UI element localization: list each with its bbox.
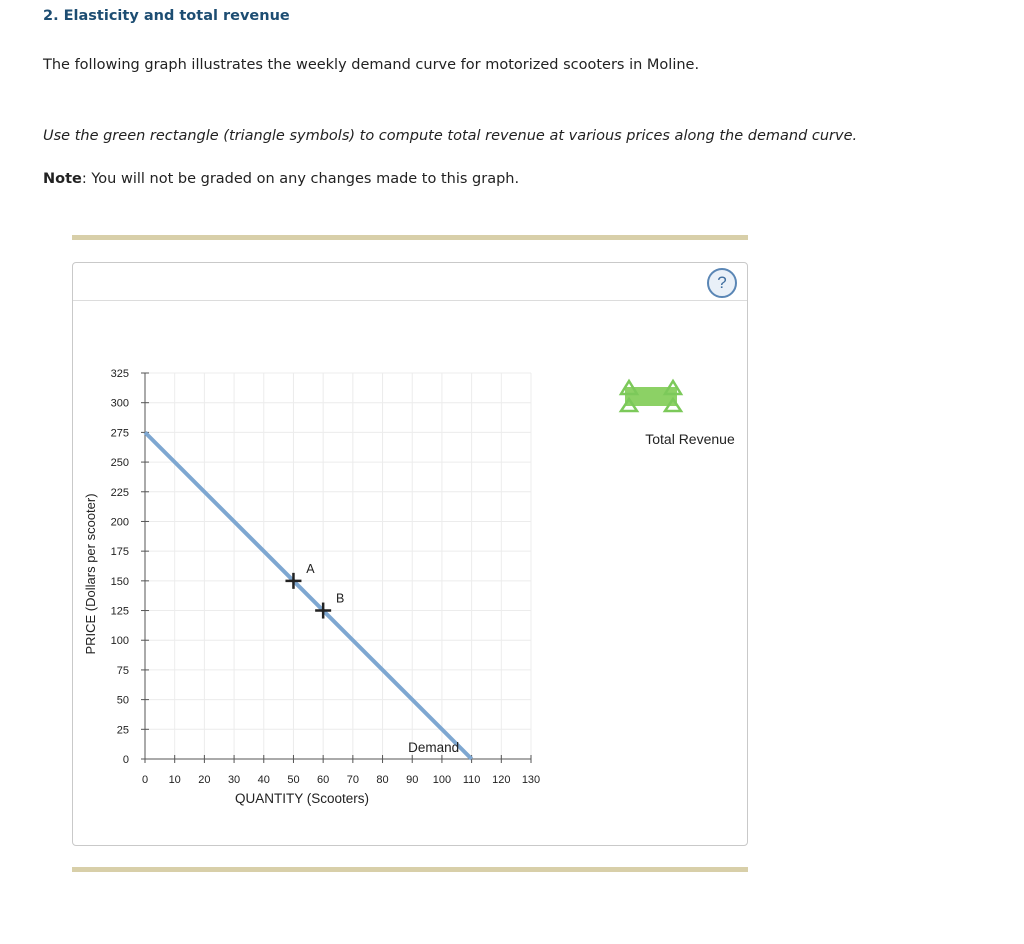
x-tick-label: 130: [521, 774, 541, 786]
intro-text: The following graph illustrates the weekly demand curve for motorized scooters in Moline.: [43, 57, 700, 73]
total-revenue-label: Total Revenue: [645, 431, 735, 447]
help-icon[interactable]: ?: [707, 268, 737, 298]
chart-axes: [145, 373, 531, 759]
top-divider: [72, 235, 748, 240]
demand-curve-line: [145, 432, 472, 759]
instruction-text: Use the green rectangle (triangle symbols) to compute total revenue at various prices along the demand curve.: [43, 128, 858, 144]
total-revenue-tool[interactable]: [621, 381, 681, 411]
x-tick-label: 90: [406, 774, 419, 786]
chart-points: [285, 562, 344, 619]
bottom-divider: [72, 867, 748, 872]
y-tick-label: 250: [110, 457, 129, 470]
section-title: 2. Elasticity and total revenue: [43, 8, 290, 24]
x-tick-label: 40: [257, 774, 270, 786]
y-axis-label: PRICE (Dollars per scooter): [83, 493, 98, 655]
x-axis-label: QUANTITY (Scooters): [234, 791, 370, 806]
y-tick-label: 275: [110, 427, 129, 440]
chart-series: [145, 432, 472, 759]
demand-chart[interactable]: [73, 263, 747, 845]
x-tick-label: 0: [141, 774, 149, 786]
y-tick-label: 325: [110, 368, 129, 380]
note-label: Note: [43, 171, 82, 187]
x-tick-label: 70: [346, 774, 359, 786]
y-tick-label: 300: [110, 397, 129, 410]
x-tick-label: 50: [287, 774, 300, 786]
y-tick-label: 75: [116, 664, 129, 677]
x-tick-label: 10: [168, 774, 181, 786]
y-tick-label: 225: [110, 486, 129, 499]
x-tick-label: 60: [317, 774, 330, 786]
note-body: : You will not be graded on any changes made to this graph.: [81, 171, 520, 187]
y-tick-label: 200: [110, 516, 129, 529]
point-label: B: [335, 591, 345, 606]
graph-panel: [72, 262, 748, 846]
demand-curve-label: Demand: [408, 740, 460, 755]
y-tick-label: 25: [116, 724, 129, 737]
y-tick-label: 175: [110, 546, 129, 559]
x-tick-label: 110: [462, 774, 481, 786]
y-tick-label: 125: [110, 605, 129, 618]
y-tick-label: 0: [122, 754, 129, 766]
x-tick-label: 80: [376, 774, 389, 786]
x-tick-label: 100: [432, 774, 452, 786]
x-tick-label: 30: [227, 774, 241, 786]
note-text: [43, 171, 519, 187]
y-tick-label: 150: [110, 575, 129, 588]
x-tick-label: 20: [198, 774, 211, 786]
x-tick-label: 120: [492, 774, 511, 786]
y-tick-label: 50: [116, 694, 129, 707]
point-label: A: [306, 561, 315, 576]
y-tick-label: 100: [110, 635, 129, 648]
chart-grid: [145, 373, 531, 759]
